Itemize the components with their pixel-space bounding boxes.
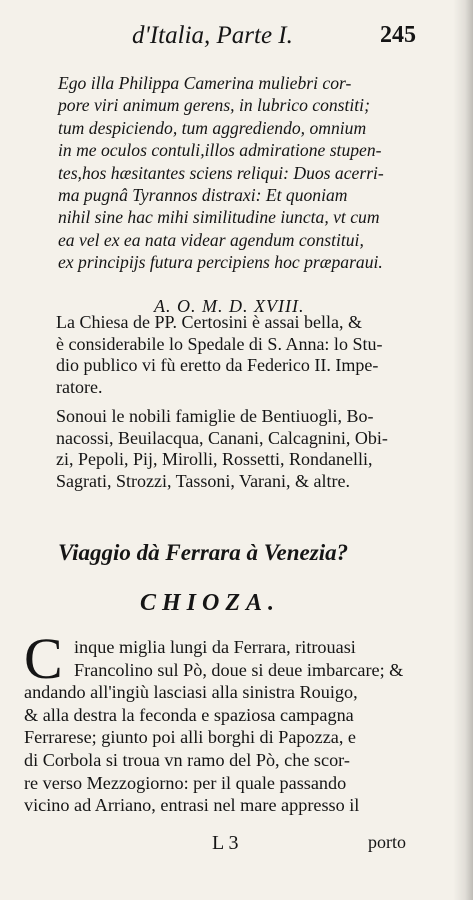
inscription-line: ma pugnâ Tyrannos distraxi: Et quoniam — [58, 184, 348, 205]
paragraph-line: Sagrati, Strozzi, Tassoni, Varani, & altre. — [56, 470, 351, 491]
paragraph-famiglie — [56, 406, 448, 492]
page-edge-shadow — [453, 0, 473, 900]
inscription-line: nihil sine hac mihi similitudine iuncta, vt cum — [58, 207, 380, 228]
paragraph-line: nacossi, Beuilacqua, Canani, Calcagnini, Obi- — [56, 427, 388, 448]
inscription-line: ea vel ex ea nata videar agendum constitui, — [58, 229, 364, 250]
drop-cap: C — [24, 626, 63, 691]
paragraph-line: Sonoui le nobili famiglie de Bentiuogli, Bo- — [56, 406, 374, 426]
inscription-line: tes,hos hæsitantes sciens reliqui: Duos acerri- — [58, 162, 384, 183]
paragraph-line: dio publico vi fù eretto da Federico II. Impe- — [56, 355, 379, 376]
body-text — [24, 636, 434, 817]
paragraph-line: ratore. — [56, 376, 103, 397]
inscription-date: A. O. M. D. XVIII. — [154, 296, 305, 316]
latin-inscription — [58, 72, 436, 316]
inscription-line: pore viri animum gerens, in lubrico constiti; — [58, 95, 370, 116]
section-heading: Viaggio dà Ferrara à Venezia? — [58, 540, 349, 565]
catchword: porto — [368, 832, 406, 852]
paragraph-line: zi, Pepoli, Pij, Mirolli, Rossetti, Rondanelli, — [56, 449, 373, 470]
page-number: 245 — [380, 22, 416, 48]
body-line: Francolino sul Pò, doue si deue imbarcare; & — [74, 659, 404, 680]
paragraph-certosini — [56, 312, 448, 398]
place-heading: CHIOZA. — [140, 590, 281, 616]
running-title: d'Italia, Parte I. — [132, 22, 293, 49]
body-line: andando all'ingiù lasciasi alla sinistra Rouigo, — [24, 682, 358, 703]
paragraph-line: La Chiesa de PP. Certosini è assai bella, & — [56, 312, 362, 332]
inscription-line: tum despiciendo, tum aggrediendo, omnium — [58, 117, 367, 138]
body-line: inque miglia lungi da Ferrara, ritrouasi — [74, 637, 356, 657]
paragraph-line: è considerabile lo Spedale di S. Anna: lo Stu- — [56, 333, 383, 354]
body-line: vicino ad Arriano, entrasi nel mare appresso il — [24, 795, 360, 816]
body-line: re verso Mezzogiorno: per il quale passando — [24, 772, 347, 793]
body-line: Ferrarese; giunto poi alli borghi di Papozza, e — [24, 727, 357, 748]
inscription-line: in me oculos contuli,illos admiratione stupen- — [58, 140, 382, 161]
body-line: di Corbola si troua vn ramo del Pò, che scor- — [24, 749, 350, 770]
inscription-line: Ego illa Philippa Camerina muliebri cor- — [58, 73, 352, 93]
body-line: & alla destra la feconda e spaziosa campagna — [24, 704, 354, 725]
inscription-line: ex principijs futura percipiens hoc præparaui. — [58, 252, 383, 273]
signature-mark: L 3 — [212, 832, 239, 854]
page-header — [0, 22, 473, 54]
